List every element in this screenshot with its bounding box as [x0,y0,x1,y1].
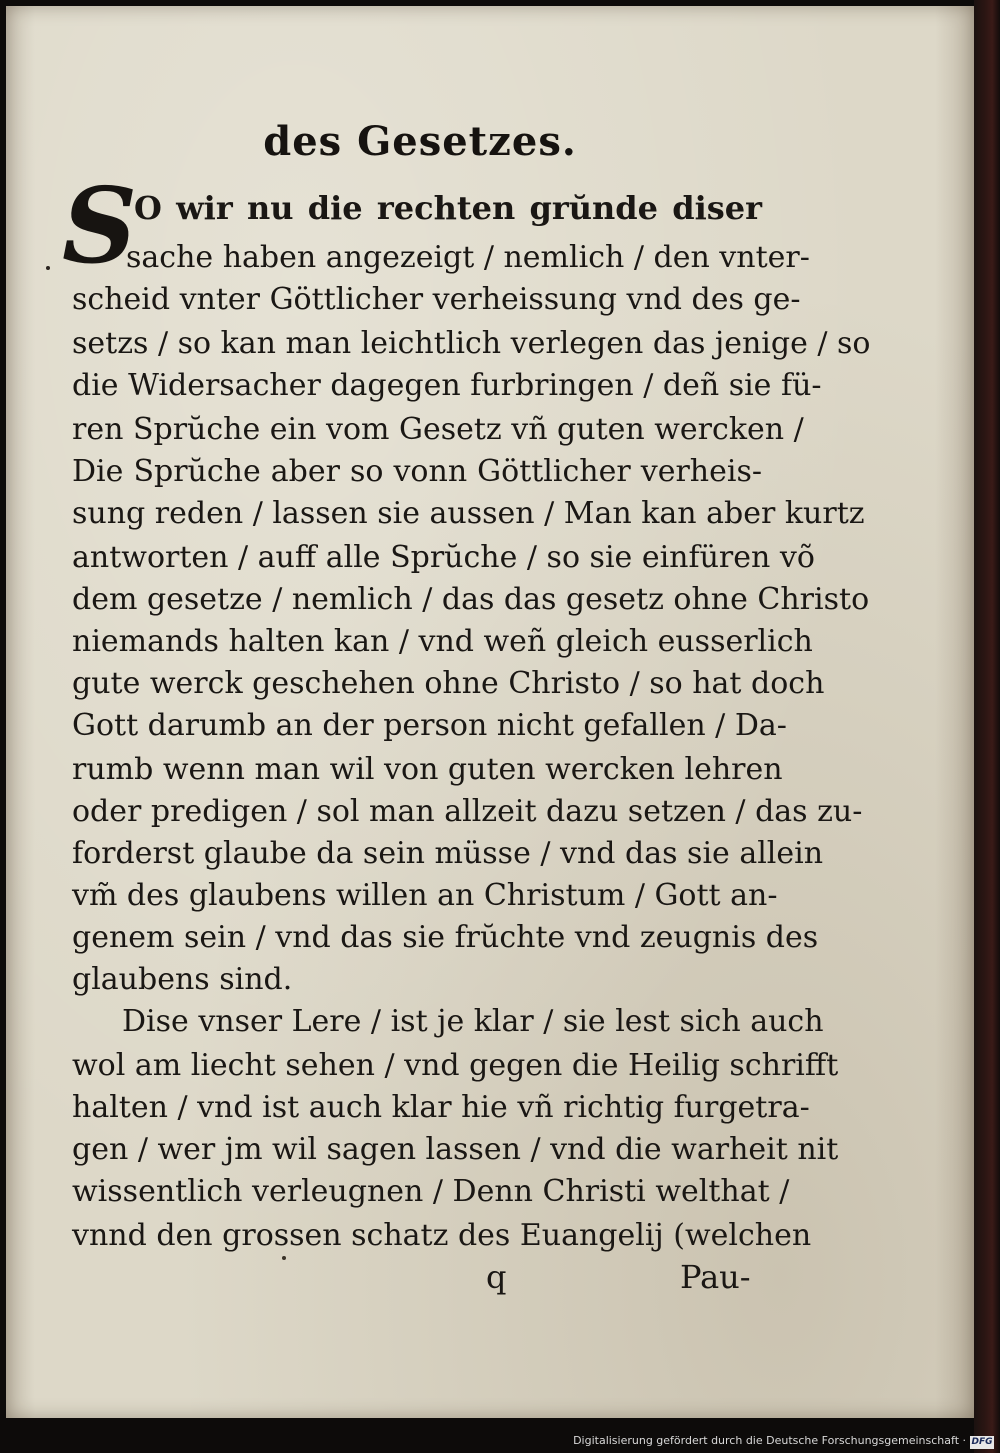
page-heading: des Gesetzes. [263,118,577,165]
text-line: forderst glaube da sein müsse / vnd das sie allein [72,836,824,871]
text-line: wissentlich verleugnen / Denn Christi welthat / [72,1174,790,1209]
digitization-credit: Digitalisierung gefördert durch die Deutsche Forschungsgemeinschaft · [573,1434,966,1447]
text-line: Gott darumb an der person nicht gefallen / Da- [72,708,787,743]
text-line: scheid vnter Göttlicher verheissung vnd des ge- [72,282,801,317]
text-line: sung reden / lassen sie aussen / Man kan aber kurtz [72,496,865,531]
text-line: gute werck geschehen ohne Christo / so hat doch [72,666,825,701]
text-line: genem sein / vnd das sie frŭchte vnd zeugnis des [72,920,819,955]
text-line: antworten / auff alle Sprŭche / so sie einfüren võ [72,540,815,575]
text-line: ren Sprŭche ein vom Gesetz vñ guten wercken / [72,412,804,447]
dfg-logo: DFG [971,1437,993,1447]
catchword: Pau- [680,1258,751,1296]
text-line: O wir nu die rechten grŭnde diser [134,189,762,227]
text-line: gen / wer jm wil sagen lassen / vnd die warheit nit [72,1132,839,1167]
text-line: Die Sprŭche aber so vonn Göttlicher verheis- [72,454,762,489]
text-line: vnnd den grossen schatz des Euangelij (welchen [72,1218,812,1253]
text-line: halten / vnd ist auch klar hie vñ richtig furgetra- [72,1090,810,1125]
text-line: die Widersacher dagegen furbringen / deñ sie fü- [72,368,822,403]
text-line: vm̃ des glaubens willen an Christum / Gott an- [72,878,778,913]
text-line: niemands halten kan / vnd weñ gleich eusserlich [72,624,813,659]
signature-mark: q [486,1258,507,1296]
text-line: Dise vnser Lere / ist je klar / sie lest sich auch [122,1004,824,1039]
text-line: rumb wenn man wil von guten wercken lehren [72,752,783,787]
text-line: setzs / so kan man leichtlich verlegen das jenige / so [72,326,871,361]
drop-cap-initial: S [62,164,138,287]
text-line: oder predigen / sol man allzeit dazu setzen / das zu- [72,794,863,829]
text-line: glaubens sind. [72,962,293,997]
text-line: dem gesetze / nemlich / das das gesetz ohne Christo [72,582,870,617]
text-line: sache haben angezeigt / nemlich / den vnter- [126,240,810,275]
footer-mark [282,1256,286,1260]
text-line: wol am liecht sehen / vnd gegen die Heilig schrifft [72,1048,839,1083]
